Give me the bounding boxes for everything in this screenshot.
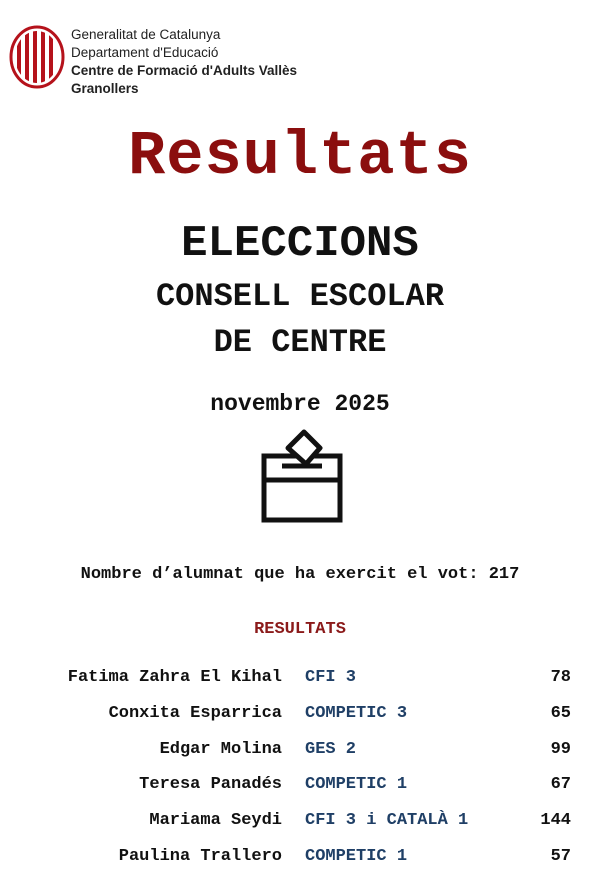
candidate-name: Fatima Zahra El Kihal [67,668,282,687]
candidate-name: Edgar Molina [159,739,282,759]
results-list [0,660,600,875]
subtitle-centre: DE CENTRE [213,324,387,361]
results-heading: RESULTATS [254,620,346,639]
header [9,25,297,98]
candidate-votes: 78 [550,668,571,687]
candidate-group: COMPETIC 1 [305,846,408,866]
page-title: Resultats [128,121,472,192]
candidate-group: GES 2 [305,739,357,759]
candidate-group: CFI 3 i CATALÀ 1 [305,811,469,831]
result-row [0,767,600,803]
candidate-name: Teresa Panadés [139,775,282,795]
org-line-1: Generalitat de Catalunya [71,27,221,42]
org-line-2: Departament d'Educació [71,45,219,60]
ballot-box-icon [258,428,346,524]
candidate-name: Paulina Trallero [118,846,282,866]
candidate-name: Conxita Esparrica [108,703,282,723]
generalitat-flag-logo [9,25,65,89]
result-row [0,660,600,696]
candidate-votes: 99 [550,739,571,759]
result-row [0,696,600,732]
org-line-4: Granollers [71,81,139,96]
candidate-group: COMPETIC 3 [305,703,408,723]
result-row [0,839,600,875]
candidate-votes: 57 [550,846,571,866]
result-row [0,803,600,839]
candidate-votes: 144 [540,811,571,831]
subtitle-council: CONSELL ESCOLAR [155,278,445,315]
candidate-votes: 65 [550,703,571,723]
org-line-3: Centre de Formació d'Adults Vallès [71,63,298,78]
organization-block [71,25,297,98]
candidate-votes: 67 [550,775,571,795]
election-date: novembre 2025 [210,391,390,417]
candidate-group: COMPETIC 1 [305,775,408,795]
result-row [0,732,600,768]
subtitle-elections: ELECCIONS [181,219,419,269]
voters-count-text: Nombre d’alumnat que ha exercit el vot: 217 [80,565,520,584]
candidate-group: CFI 3 [305,668,357,687]
candidate-name: Mariama Seydi [149,811,282,831]
